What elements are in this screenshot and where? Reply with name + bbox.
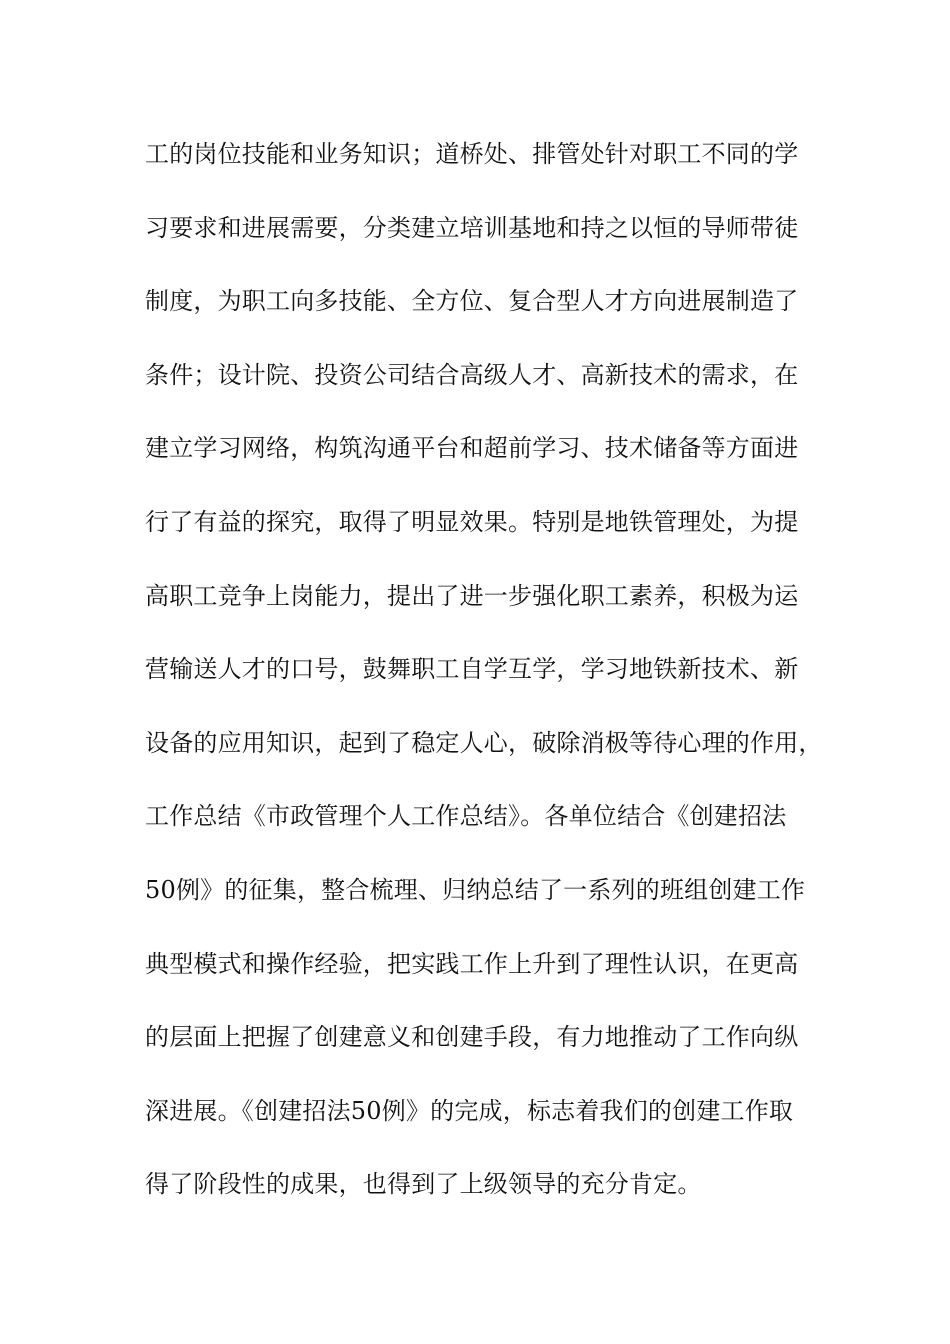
text-line: 制度，为职工向多技能、全方位、复合型人才方向进展制造了	[145, 287, 799, 316]
text-line: 习要求和进展需要，分类建立培训基地和持之以恒的导师带徒	[145, 213, 799, 242]
text-line: 典型模式和操作经验，把实践工作上升到了理性认识，在更高	[145, 949, 799, 978]
text-line: 得了阶段性的成果，也得到了上级领导的充分肯定。	[145, 1170, 702, 1199]
text-line: 高职工竞争上岗能力，提出了进一步强化职工素养，积极为运	[145, 581, 799, 610]
text-line: 条件；设计院、投资公司结合高级人才、高新技术的需求，在	[145, 360, 799, 389]
text-line: 的层面上把握了创建意义和创建手段，有力地推动了工作向纵	[145, 1023, 799, 1052]
text-line: 设备的应用知识，起到了稳定人心，破除消极等待心理的作用，	[145, 728, 823, 757]
text-line: 工作总结《市政管理个人工作总结》。各单位结合《创建招法	[145, 802, 787, 831]
text-line: 工的岗位技能和业务知识；道桥处、排管处针对职工不同的学	[145, 140, 799, 168]
text-line: 深进展。《创建招法50例》的完成，标志着我们的创建工作取	[145, 1096, 794, 1125]
text-line: 建立学习网络，构筑沟通平台和超前学习、技术储备等方面进	[145, 434, 799, 463]
text-line: 营输送人才的口号，鼓舞职工自学互学，学习地铁新技术、新	[145, 655, 799, 684]
text-line: 行了有益的探究，取得了明显效果。特别是地铁管理处，为提	[145, 507, 799, 536]
text-line: 50例》的征集，整合梳理、归纳总结了一系列的班组创建工作	[145, 875, 806, 904]
body-paragraph	[145, 130, 825, 1234]
